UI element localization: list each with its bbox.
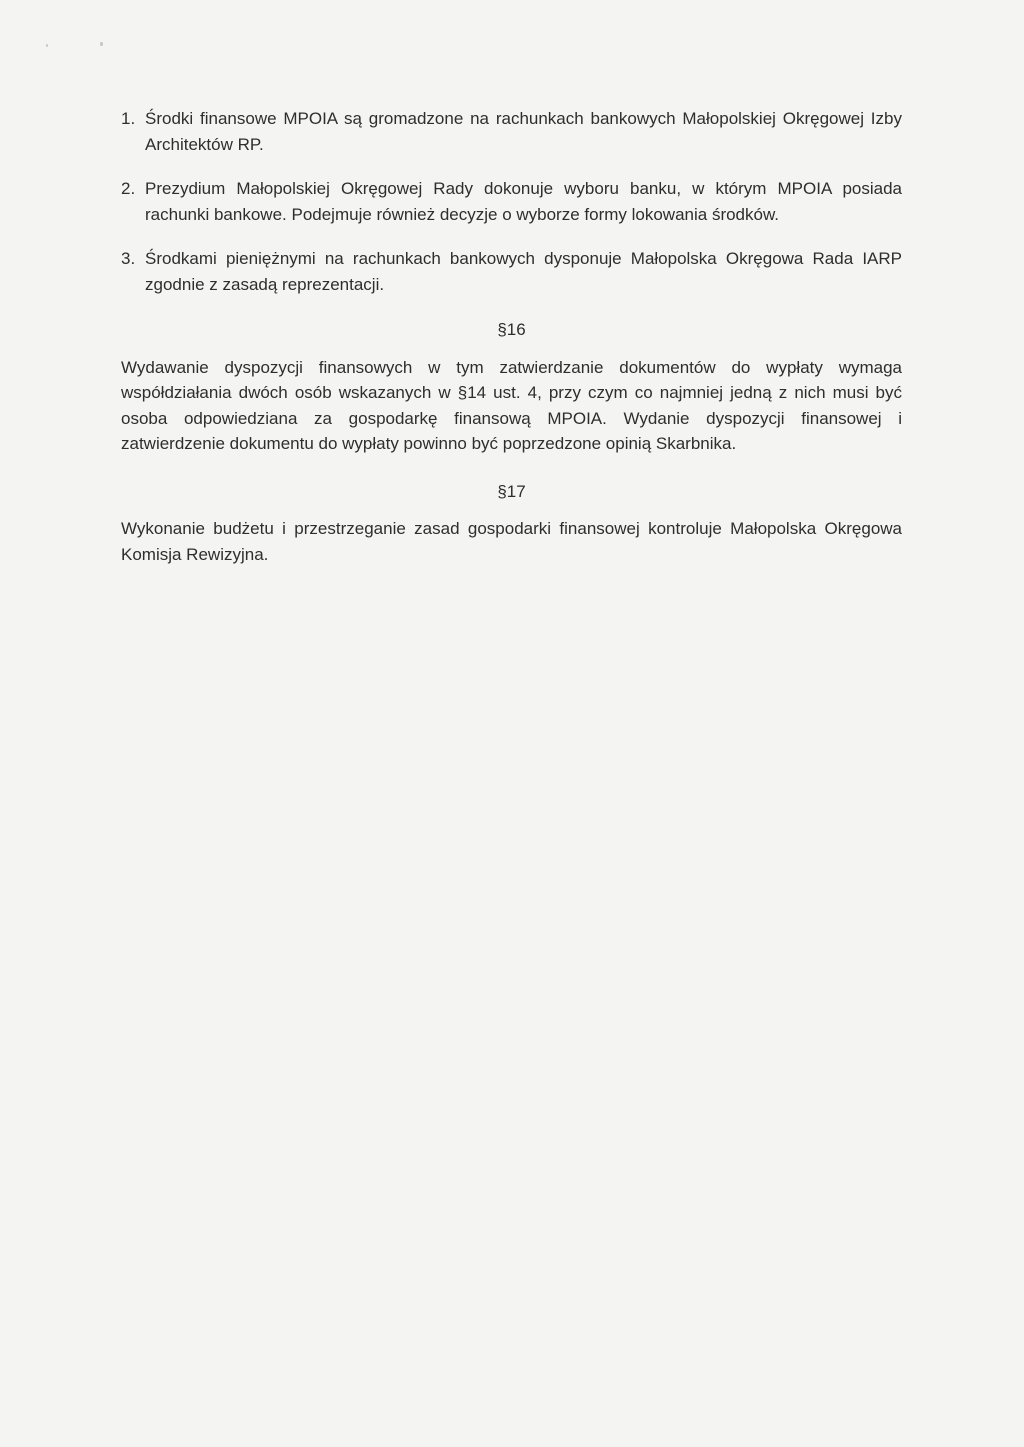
list-item [121, 106, 902, 157]
document-body [121, 106, 902, 567]
list-item [121, 246, 902, 297]
section-heading-16: §16 [497, 320, 526, 339]
list-item-number: 1. [121, 109, 136, 128]
list-item-number: 3. [121, 249, 136, 268]
list-item-number: 2. [121, 179, 136, 198]
list-item-text: Prezydium Małopolskiej Okręgowej Rady dokonuje wyboru banku, w którym MPOIA posiada rachunki bankowe. Podejmuje również decyzje o wyborze formy lokowania środków. [145, 179, 902, 224]
scan-speck [46, 44, 48, 47]
section-17-paragraph: Wykonanie budżetu i przestrzeganie zasad gospodarki finansowej kontroluje Małopolska Okręgowa Komisja Rewizyjna. [121, 519, 902, 564]
section-16-paragraph: Wydawanie dyspozycji finansowych w tym zatwierdzanie dokumentów do wypłaty wymaga współdziałania dwóch osób wskazanych w §14 ust. 4, przy czym co najmniej jedną z nich musi być osoba odpowiedziana za gospodarkę finansową MPOIA. Wydanie dyspozycji finansowej i zatwierdzenie dokumentu do wypłaty powinno być poprzedzone opinią Skarbnika. [121, 357, 902, 453]
section-heading-17: §17 [497, 481, 526, 501]
list-item-text: Środkami pieniężnymi na rachunkach bankowych dysponuje Małopolska Okręgowa Rada IARP zgodnie z zasadą reprezentacji. [145, 249, 902, 294]
list-item-text: Środki finansowe MPOIA są gromadzone na rachunkach bankowych Małopolskiej Okręgowej Izby Architektów RP. [145, 109, 902, 154]
scan-speck [100, 42, 103, 46]
list-item [121, 176, 902, 227]
